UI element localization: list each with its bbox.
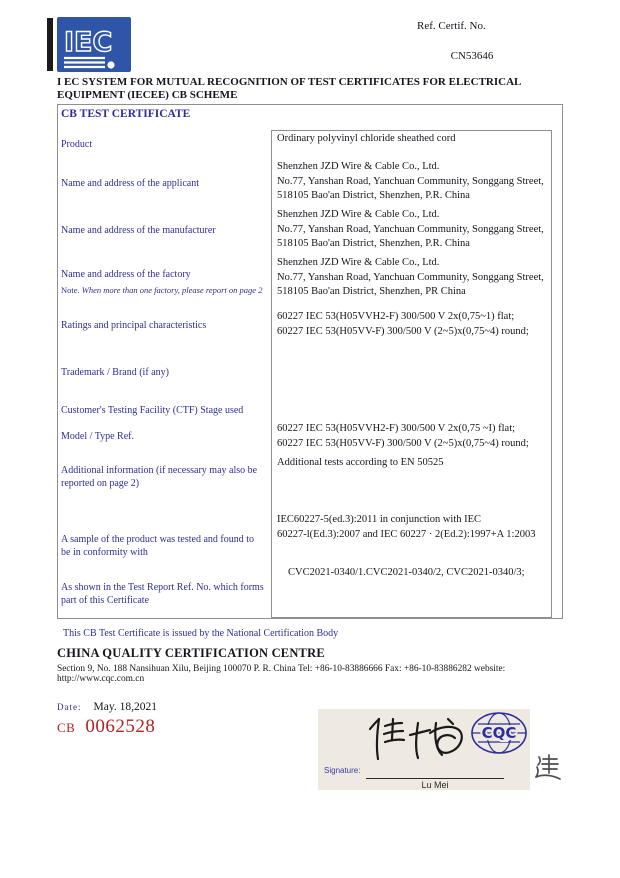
certification-body-name: CHINA QUALITY CERTIFICATION CENTRE [57, 646, 325, 660]
row-value: 60227 IEC 53(H05VVH2-F) 300/500 V 2x(0,75~1) flat; 60227 IEC 53(H05VV-F) 300/500 V (2~5)x(0,75~4) round; [271, 309, 552, 354]
table-row-model-type [58, 421, 562, 455]
ref-certif-no-value: CN53646 [450, 50, 494, 62]
row-label: Ratings and principal characteristics [61, 320, 207, 331]
row-label: Name and address of the applicant [61, 178, 200, 189]
row-value: CVC2021-0340/1.CVC2021-0340/2, CVC2021-0340/3; [271, 560, 552, 618]
stamp-character-jian [533, 752, 561, 782]
signature-underline [366, 778, 504, 779]
row-value: Additional tests according to EN 50525 [271, 455, 552, 505]
table-row-manufacturer [58, 207, 562, 255]
table-row-applicant [58, 159, 562, 207]
row-value: Shenzhen JZD Wire & Cable Co., Ltd. No.77, Yanshan Road, Yanchuan Community, Songgang Street, 518105 Bao'an District, Shenzhen, P.R. China [271, 159, 552, 207]
row-label: As shown in the Test Report Ref. No. which forms part of this Certificate [61, 582, 264, 606]
row-label: A sample of the product was tested and found to be in conformity with [61, 534, 255, 558]
table-row-ratings [58, 309, 562, 354]
cb-prefix: CB [57, 720, 76, 735]
row-value: Ordinary polyvinyl chloride sheathed cord [271, 130, 552, 159]
iec-logo-icon [47, 17, 131, 72]
row-label: Product [61, 139, 93, 150]
table-row-conformity [58, 505, 562, 560]
row-value [271, 354, 552, 401]
table-row-test-report [58, 560, 562, 618]
row-value: Shenzhen JZD Wire & Cable Co., Ltd. No.77, Yanshan Road, Yanchuan Community, Songgang Street, 518105 Bao'an District, Shenzhen, PR China [271, 255, 552, 309]
row-value: IEC60227-5(ed.3):2011 in conjunction with IEC 60227-l(Ed.3):2007 and IEC 60227 · 2(Ed.2):1997+A 1:2003 [271, 505, 552, 560]
signature-label: Signature: [324, 766, 361, 775]
date-line [57, 697, 157, 715]
row-label: Trademark / Brand (if any) [61, 367, 169, 378]
iec-logo [47, 17, 131, 77]
certificate-table [57, 104, 563, 619]
row-label: Model / Type Ref. [61, 431, 134, 442]
table-row-ctf-stage [58, 401, 562, 421]
row-label: Additional information (if necessary may also be reported on page 2) [61, 465, 258, 489]
cb-number: 0062528 [85, 716, 156, 737]
signature-name: Lu Mei [421, 780, 449, 790]
table-row-trademark [58, 354, 562, 401]
row-value: 60227 IEC 53(H05VVH2-F) 300/500 V 2x(0,75 ~I) flat; 60227 IEC 53(H05VV-F) 300/500 V (2~5)x(0,75~4) round; [271, 421, 552, 455]
table-row-additional-info [58, 455, 562, 505]
row-label: Name and address of the manufacturer [61, 225, 216, 236]
factory-note: Note. When more than one factory, please report on page 2 [61, 285, 263, 295]
row-value: Shenzhen JZD Wire & Cable Co., Ltd. No.77, Yanshan Road, Yanchuan Community, Songgang Street, 518105 Bao'an District, Shenzhen, P.R. China [271, 207, 552, 255]
certification-body-address: Section 9, No. 188 Nansihuan Xilu, Beijing 100070 P. R. China Tel: +86-10-83886666 Fax: +86-10-83886282 website: http://www.cqc.com.cn [57, 664, 506, 684]
svg-text:CQC: CQC [481, 724, 517, 742]
table-row-factory [58, 255, 562, 309]
signature-handwriting [358, 711, 488, 765]
issued-by-statement: This CB Test Certificate is issued by the National Certification Body [63, 628, 339, 639]
row-value [271, 401, 552, 421]
row-label: Name and address of the factory Note. When more than one factory, please report on page 2 [58, 255, 271, 309]
row-label: Customer's Testing Facility (CTF) Stage used [61, 405, 244, 416]
certificate-title: CB TEST CERTIFICATE [61, 108, 191, 120]
scheme-heading: I EC SYSTEM FOR MUTUAL RECOGNITION OF TEST CERTIFICATES FOR ELECTRICAL EQUIPMENT (IECEE) CB SCHEME [57, 76, 521, 101]
ref-certif-no-label: Ref. Certif. No. [417, 20, 486, 32]
table-row-product [58, 130, 562, 159]
svg-text:IEC: IEC [64, 27, 113, 58]
cb-certificate-number [57, 716, 155, 738]
date-value: May. 18,2021 [93, 701, 157, 713]
date-label: Date: [57, 702, 82, 712]
signature-block [318, 709, 530, 790]
